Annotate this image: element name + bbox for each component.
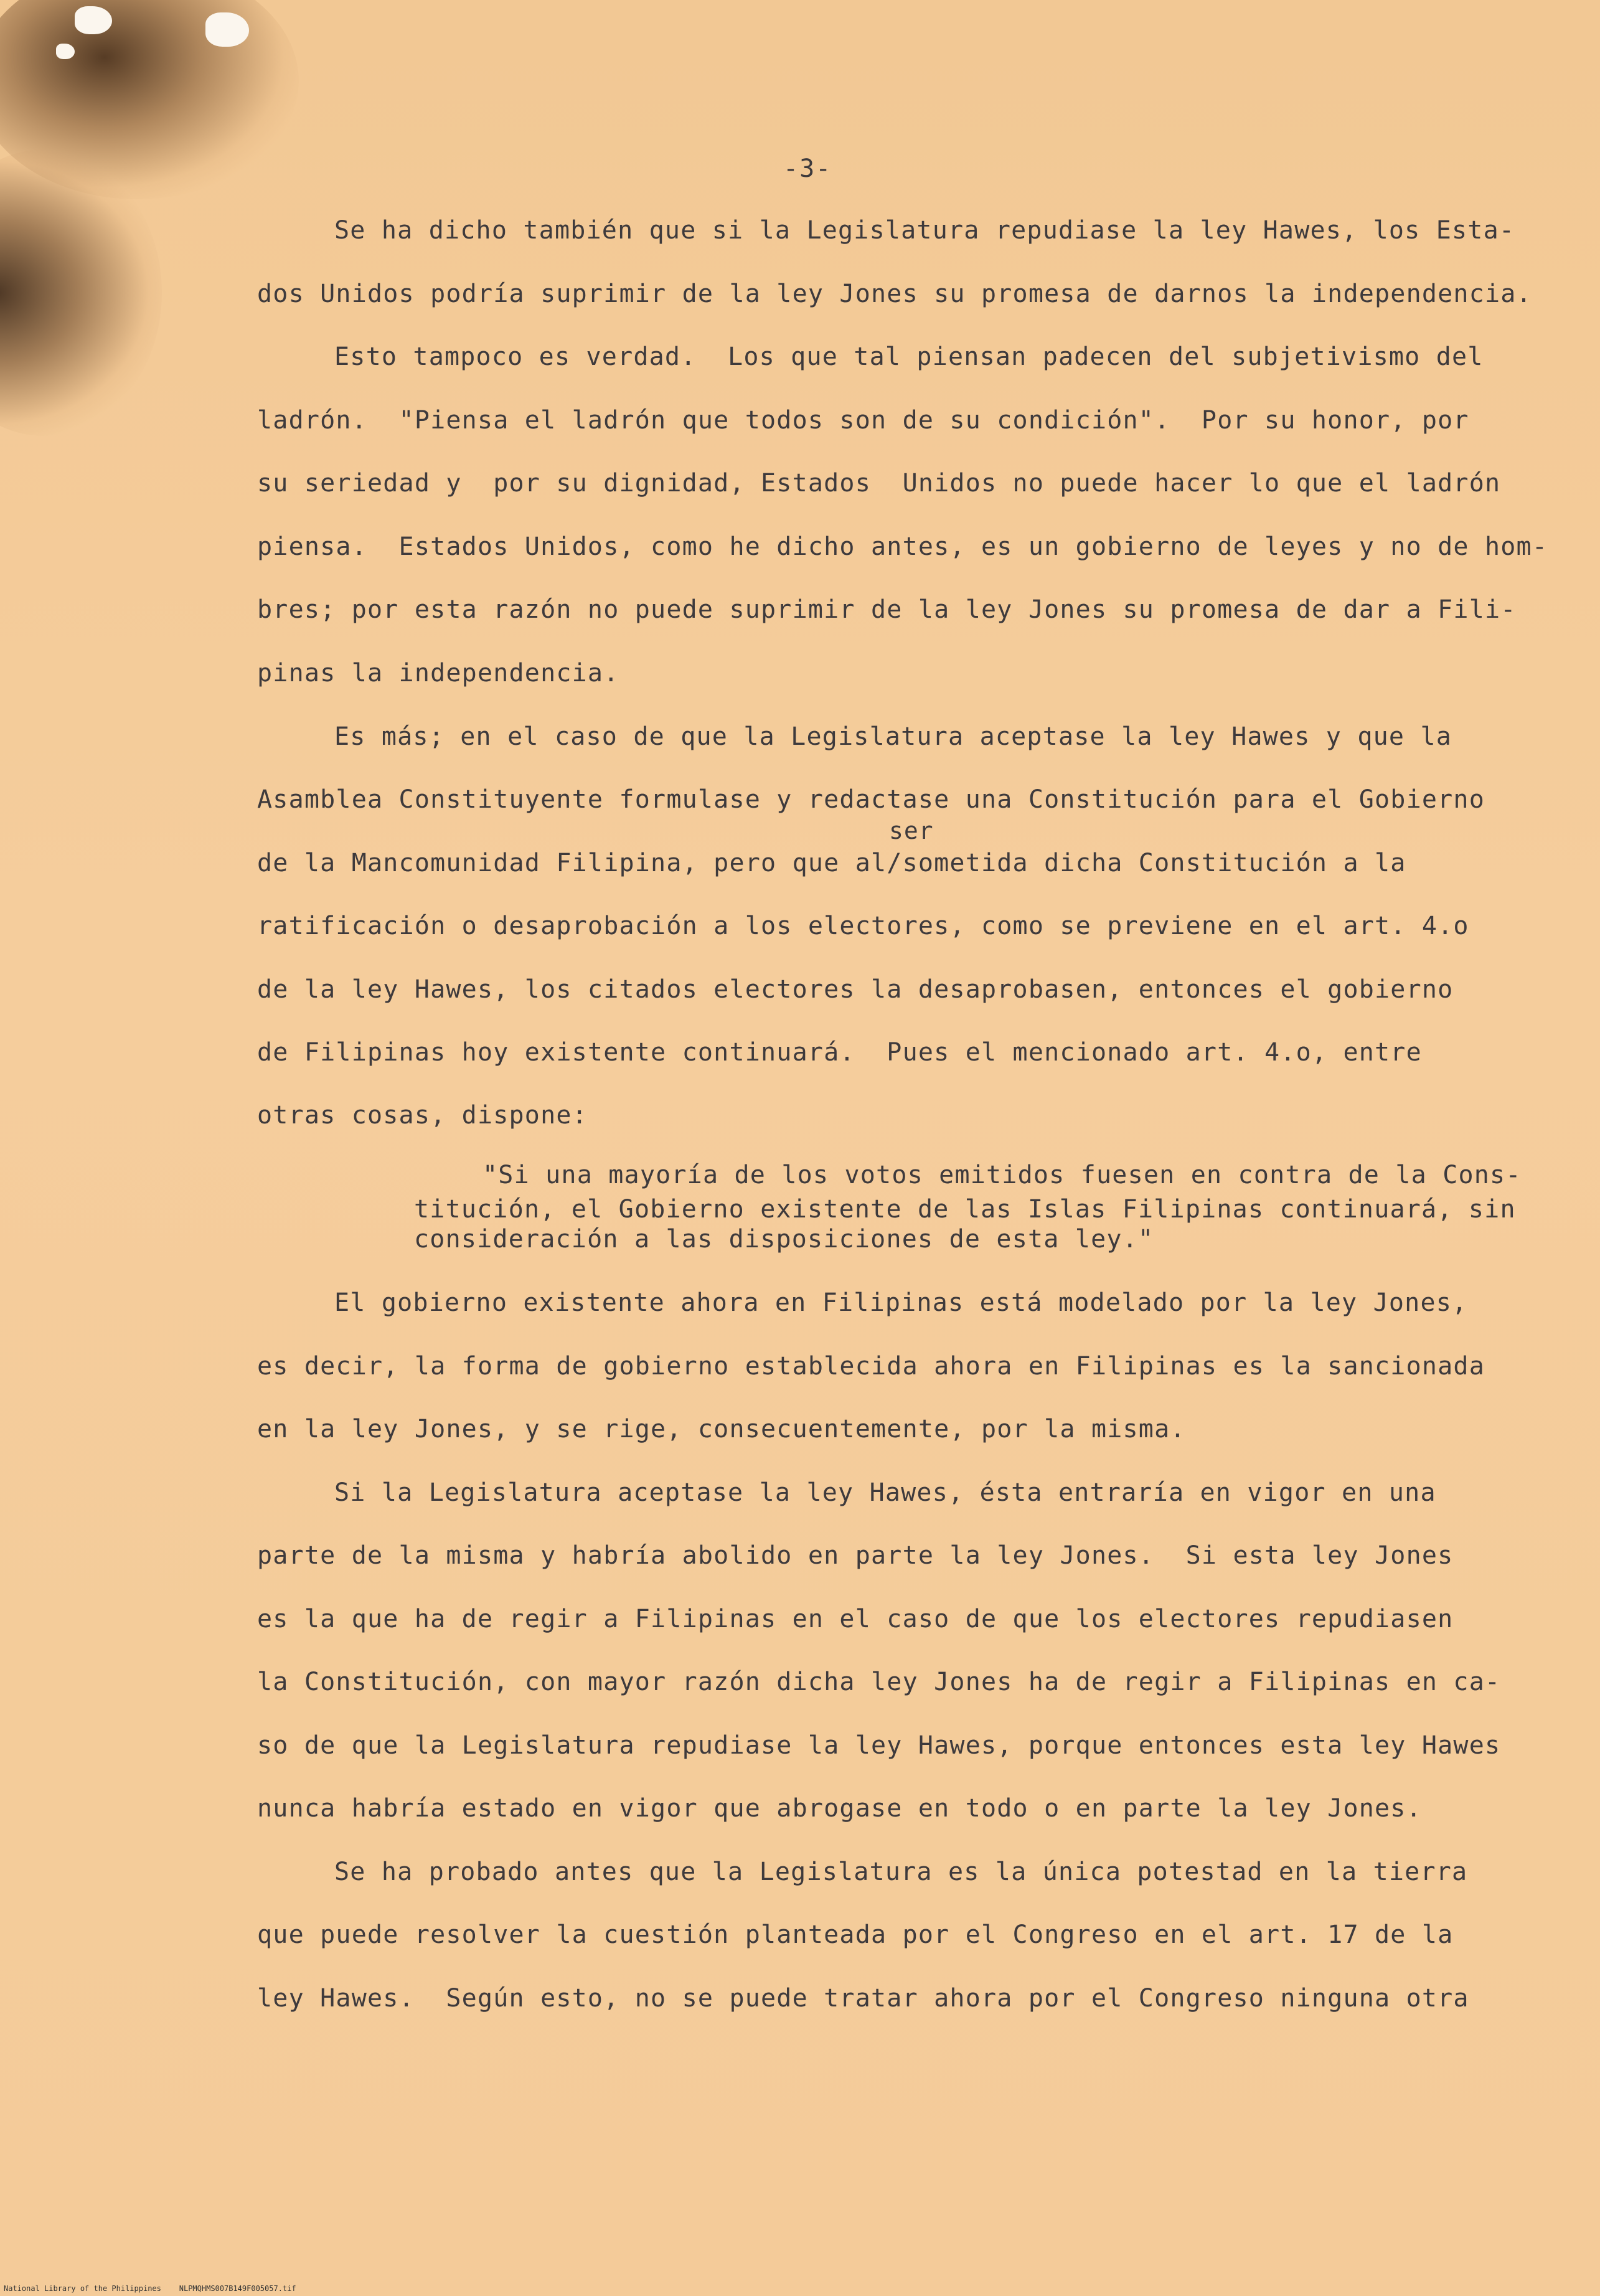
text-line: Es más; en el caso de que la Legislatura aceptase la ley Hawes y que la — [334, 722, 1452, 751]
text-line: Esto tampoco es verdad. Los que tal piensan padecen del subjetivismo del — [334, 343, 1484, 371]
text-line: de la Mancomunidad Filipina, pero que al/sometida dicha Constitución a la — [257, 849, 1406, 877]
text-line: parte de la misma y habría abolido en parte la ley Jones. Si esta ley Jones — [257, 1541, 1454, 1570]
text-line: so de que la Legislatura repudiase la ley Hawes, porque entonces esta ley Hawes — [257, 1731, 1501, 1760]
text-line: ladrón. "Piensa el ladrón que todos son de su condición". Por su honor, por — [257, 406, 1469, 435]
scan-footer: National Library of the Philippines NLPMQHMS007B149F005057.tif — [4, 2284, 296, 2293]
text-line: bres; por esta razón no puede suprimir de la ley Jones su promesa de dar a Fili- — [257, 595, 1517, 624]
text-line: de Filipinas hoy existente continuará. Pues el mencionado art. 4.o, entre — [257, 1038, 1422, 1067]
paper-hole — [205, 12, 249, 47]
text-line: es decir, la forma de gobierno establecida ahora en Filipinas es la sancionada — [257, 1352, 1485, 1381]
text-line: Asamblea Constituyente formulase y redactase una Constitución para el Gobierno — [257, 785, 1485, 814]
text-line: la Constitución, con mayor razón dicha ley Jones ha de regir a Filipinas en ca- — [257, 1668, 1501, 1696]
text-line: ley Hawes. Según esto, no se puede tratar ahora por el Congreso ninguna otra — [257, 1984, 1469, 2013]
paper-hole — [75, 6, 112, 34]
text-line: es la que ha de regir a Filipinas en el caso de que los electores repudiasen — [257, 1605, 1454, 1633]
text-line: piensa. Estados Unidos, como he dicho antes, es un gobierno de leyes y no de hom- — [257, 532, 1548, 561]
handwritten-insert: ser — [889, 817, 934, 844]
text-line: su seriedad y por su dignidad, Estados Unidos no puede hacer lo que el ladrón — [257, 469, 1501, 498]
quote-line: titución, el Gobierno existente de las Islas Filipinas continuará, sin — [414, 1195, 1516, 1224]
text-line: que puede resolver la cuestión planteada por el Congreso en el art. 17 de la — [257, 1920, 1454, 1949]
text-line: Si la Legislatura aceptase la ley Hawes, ésta entraría en vigor en una — [334, 1478, 1436, 1507]
quote-line: consideración a las disposiciones de esta ley." — [414, 1225, 1154, 1254]
page-number: -3- — [783, 154, 832, 183]
text-line: dos Unidos podría suprimir de la ley Jones su promesa de darnos la independencia. — [257, 280, 1532, 308]
text-line: Se ha probado antes que la Legislatura es la única potestad en la tierra — [334, 1858, 1468, 1886]
text-line: de la ley Hawes, los citados electores la desaprobasen, entonces el gobierno — [257, 975, 1454, 1004]
text-line: pinas la independencia. — [257, 659, 619, 687]
quote-line: "Si una mayoría de los votos emitidos fuesen en contra de la Cons- — [482, 1161, 1522, 1189]
paper-hole — [56, 44, 75, 59]
text-line: nunca habría estado en vigor que abrogase en todo o en parte la ley Jones. — [257, 1794, 1422, 1823]
text-line: El gobierno existente ahora en Filipinas está modelado por la ley Jones, — [334, 1288, 1468, 1317]
text-line: ratificación o desaprobación a los electores, como se previene en el art. 4.o — [257, 912, 1469, 940]
text-line: Se ha dicho también que si la Legislatura repudiase la ley Hawes, los Esta- — [334, 216, 1515, 245]
text-line: otras cosas, dispone: — [257, 1101, 588, 1130]
text-line: en la ley Jones, y se rige, consecuentemente, por la misma. — [257, 1415, 1186, 1443]
